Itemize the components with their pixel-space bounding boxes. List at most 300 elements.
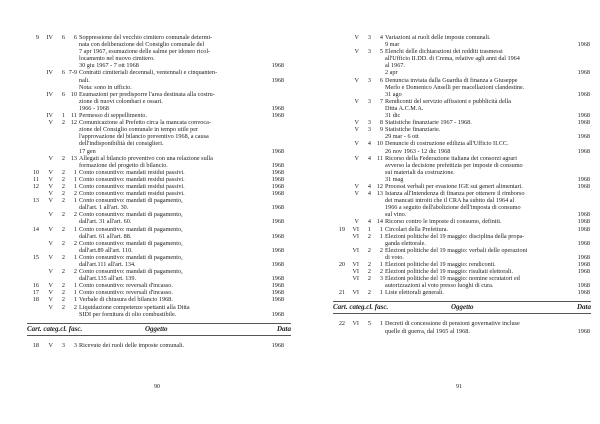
category-code: V (354, 48, 359, 56)
subject-line: 9 mar (385, 41, 400, 49)
subject-line: 31 ago (385, 90, 402, 98)
class-code: 2 (61, 225, 65, 233)
category-code: VI (352, 261, 359, 268)
category-code: V (48, 282, 53, 290)
category-code: V (354, 218, 359, 226)
class-code: 3 (367, 34, 371, 41)
entry-subject (385, 126, 590, 140)
class-code: 2 (61, 282, 65, 290)
file-code: 6 (73, 34, 77, 41)
subject-line: Liste elettorali generali. (385, 289, 444, 297)
subject-line: di voto. (385, 253, 404, 261)
file-code: 2 (73, 268, 77, 276)
column-header-codes: Cart. categ.cl. fasc. (27, 324, 83, 333)
category-code: V (48, 119, 53, 127)
entry-date: 1968 (271, 282, 284, 290)
entry-subject (79, 342, 284, 349)
class-code: 2 (61, 211, 65, 219)
subject-line: Statistiche finanziarie. (385, 126, 441, 134)
subject-line: quelle di guerra, dal 1965 al 1968. (385, 327, 470, 335)
entry-subject (79, 211, 284, 225)
category-code: V (48, 303, 53, 311)
file-code: 2 (73, 303, 77, 311)
file-code: 11 (377, 154, 383, 162)
box-number: 18 (32, 341, 39, 349)
file-code: 10 (70, 90, 77, 98)
inventory-entry (27, 155, 291, 169)
inventory-entry (27, 197, 291, 211)
category-code: V (48, 268, 53, 276)
category-code: V (354, 126, 359, 134)
entry-date: 1968 (271, 204, 284, 212)
subject-line: Variazioni ai ruoli delle imposte comunali. (385, 34, 491, 41)
class-code: 2 (61, 168, 65, 176)
entry-subject (79, 296, 284, 303)
box-number: 9 (35, 34, 39, 41)
class-code: 2 (61, 182, 65, 190)
file-code: 14 (376, 218, 383, 226)
left-entries (27, 34, 291, 318)
subject-line: Denuncie di costruzione edilizia all'Ufficio II.CC. (385, 140, 509, 148)
entry-subject (385, 226, 590, 233)
subject-line: Verbale di chiusura del bilancio 1968. (79, 296, 173, 304)
subject-line: Conto consuntivo: mandati di pagamento, (79, 211, 183, 219)
subject-line: l'approvazione del bilancio preventivo 1968, a causa (79, 133, 209, 141)
entry-subject (79, 155, 284, 169)
subject-line: zione di nuovi colombari e ossari. (79, 97, 163, 105)
subject-line: locamento nel nuovo cimitero. (79, 55, 155, 63)
entry-subject (385, 218, 590, 225)
entry-date: 1968 (271, 232, 284, 240)
entry-subject (79, 176, 284, 183)
file-code: 2 (379, 268, 383, 276)
entry-date: 1968 (577, 112, 590, 120)
box-number: 16 (32, 282, 39, 290)
class-code: 2 (367, 275, 371, 283)
entry-subject (79, 197, 284, 211)
inventory-entry (27, 282, 291, 289)
entry-date: 1968 (577, 253, 590, 261)
entry-date: 1968 (577, 268, 590, 276)
subject-line: Elezioni politiche del 19 maggio: nomine scrutatori ed (385, 275, 520, 283)
inventory-entry (333, 233, 591, 247)
file-code: 5 (379, 48, 383, 56)
category-code: V (354, 119, 359, 127)
category-code: VI (352, 268, 359, 276)
entry-date: 1968 (271, 161, 284, 169)
file-code: 1 (73, 182, 77, 190)
subject-line: 2 apr (385, 69, 398, 77)
entry-date: 1968 (271, 76, 284, 84)
entry-subject (385, 48, 590, 76)
entry-subject (385, 247, 590, 261)
class-code: 2 (61, 303, 65, 311)
subject-line: Ditta A.C.M.A. (385, 104, 424, 112)
entry-date: 1968 (577, 327, 590, 335)
class-code: 2 (61, 119, 65, 127)
subject-line: Conto consuntivo: mandati di pagamento, (79, 239, 183, 247)
subject-line: sui materiali da costruzione. (385, 168, 455, 176)
category-code: V (48, 289, 53, 297)
inventory-entry (27, 289, 291, 296)
entry-subject (79, 91, 284, 112)
subject-line: Elezioni politiche del 19 maggio: disciplina della propa- (385, 232, 525, 240)
entry-subject (385, 140, 590, 154)
subject-line: al 1967. (385, 62, 405, 70)
subject-line: Nota: sono in ufficio. (79, 83, 132, 91)
inventory-entry (333, 98, 591, 119)
subject-line: Conto consuntivo: mandati di pagamento, (79, 253, 183, 261)
category-code: IV (46, 112, 53, 120)
subject-line: Esumazioni per predisporre l'area destinata alla costru- (79, 90, 215, 98)
subject-line: ganda elettorale. (385, 239, 426, 247)
category-code: V (354, 182, 359, 190)
entry-subject (385, 190, 590, 218)
category-code: VI (352, 246, 359, 254)
file-code: 2 (73, 190, 77, 198)
entry-date: 1968 (271, 341, 284, 349)
right-entries (333, 34, 591, 296)
subject-line: Merlo e Domenico Anselli per macellazioni clandestine. (385, 83, 525, 91)
file-code: 1 (73, 225, 77, 233)
entry-date: 1968 (271, 182, 284, 190)
class-code: 2 (367, 261, 371, 268)
entry-date: 1968 (577, 289, 590, 297)
subject-line: dall'art. 61 all'art. 88. (79, 232, 132, 240)
class-code: 6 (61, 69, 65, 77)
column-header-subject: Oggetto (145, 324, 168, 333)
inventory-entry (333, 247, 591, 261)
column-header (333, 301, 591, 314)
file-code: 1 (379, 320, 383, 328)
inventory-entry (27, 304, 291, 318)
inventory-entry (333, 119, 591, 126)
entry-subject (385, 98, 590, 119)
file-code: 2 (73, 211, 77, 219)
entry-subject (79, 112, 284, 119)
file-code: 12 (376, 182, 383, 190)
subject-line: Elezioni politiche del 19 maggio: verbali delle operazioni (385, 246, 528, 254)
inventory-entry (27, 268, 291, 282)
inventory-entry (333, 218, 591, 225)
left-page (27, 34, 291, 349)
box-number: 14 (32, 225, 39, 233)
subject-line: 7 apr 1967, esumazione delle salme per idoneo ricol- (79, 48, 211, 56)
entry-subject (79, 119, 284, 154)
category-code: VI (352, 232, 359, 240)
category-code: V (48, 182, 53, 190)
inventory-entry (333, 140, 591, 154)
entry-date: 1968 (577, 119, 590, 127)
class-code: 3 (367, 126, 371, 134)
file-code: 11 (71, 112, 77, 120)
entry-date: 1968 (271, 246, 284, 254)
entry-subject (79, 240, 284, 254)
entry-subject (79, 268, 284, 282)
entry-subject (385, 183, 590, 190)
entry-date: 1968 (271, 175, 284, 183)
inventory-entry (27, 34, 291, 69)
inventory-entry (27, 176, 291, 183)
class-code: 1 (367, 225, 371, 233)
entry-subject (385, 34, 590, 48)
class-code: 2 (61, 175, 65, 183)
entry-date: 1968 (577, 90, 590, 98)
inventory-entry (27, 190, 291, 197)
category-code: V (48, 154, 53, 162)
subject-line: nata con deliberazione del Consiglio comunale del (79, 41, 205, 49)
file-code: 3 (379, 275, 383, 283)
class-code: 4 (367, 190, 371, 198)
class-code: 4 (367, 154, 371, 162)
file-code: 1 (379, 289, 383, 297)
file-code: 10 (376, 140, 383, 148)
subject-line: Rendiconti del servizio affissioni e pubblicità della (385, 97, 512, 105)
category-code: V (354, 154, 359, 162)
entry-subject (79, 282, 284, 289)
subject-line: Conto consuntivo: reversali d'incasso. (79, 282, 173, 290)
class-code: 2 (61, 239, 65, 247)
entry-subject (385, 119, 590, 126)
subject-line: SIDI per fornitura di olio combustibile. (79, 310, 177, 318)
inventory-entry (27, 183, 291, 190)
entry-date: 1968 (271, 112, 284, 120)
entry-subject (79, 34, 284, 69)
file-code: 1 (73, 253, 77, 261)
inventory-entry (27, 84, 291, 91)
subject-line: Permesso di seppellimento. (79, 112, 147, 120)
inventory-entry (333, 289, 591, 296)
subject-line: 29 mar - 6 ott (385, 133, 419, 141)
file-code: 8 (379, 119, 383, 127)
class-code: 4 (367, 182, 371, 190)
inventory-entry (333, 77, 591, 98)
file-code: 1 (379, 225, 383, 233)
subject-line: 1966 - 1968 (79, 104, 109, 112)
file-code: 12 (70, 119, 77, 127)
entry-date: 1968 (577, 147, 590, 155)
subject-line: 31 mag (385, 175, 404, 183)
box-number: 13 (32, 197, 39, 205)
file-code: 7 (379, 97, 383, 105)
subject-line: 30 giu 1967 - 7 ott 1968 (79, 62, 139, 70)
entry-subject (79, 183, 284, 190)
category-code: V (48, 239, 53, 247)
file-code: 9 (379, 126, 383, 134)
entry-date: 1968 (271, 275, 284, 283)
class-code: 5 (367, 320, 371, 328)
inventory-entry (27, 211, 291, 225)
file-code: 2 (379, 246, 383, 254)
category-code: V (48, 225, 53, 233)
file-code: 1 (379, 261, 383, 268)
subject-line: dall'art.135 all'art. 139. (79, 275, 137, 283)
file-code: 1 (73, 197, 77, 205)
subject-line: nali. (79, 76, 90, 84)
category-code: IV (46, 90, 53, 98)
subject-line: autorizzazioni al voto presso luoghi di cura. (385, 282, 494, 290)
inventory-entry (333, 320, 591, 334)
subject-line: Conto consuntivo: mandati residui passivi. (79, 182, 185, 190)
entry-date: 1968 (271, 104, 284, 112)
box-number: 20 (338, 261, 345, 268)
file-code: 2 (73, 239, 77, 247)
inventory-entry (27, 226, 291, 240)
category-code: V (354, 140, 359, 148)
subject-line: avverso la decisione prefettizia per imposte di consumo (385, 161, 523, 169)
subject-line: Allegati al bilancio preventivo con una relazione sulla (79, 154, 213, 162)
entry-date: 1968 (271, 62, 284, 70)
class-code: 2 (61, 154, 65, 162)
file-code: 1 (73, 289, 77, 297)
subject-line: sul vino. (385, 211, 407, 219)
inventory-entry (333, 190, 591, 218)
category-code: VI (352, 289, 359, 297)
entry-date: 1968 (577, 261, 590, 268)
category-code: V (48, 253, 53, 261)
entry-subject (79, 289, 284, 296)
file-code: 7-9 (68, 69, 77, 77)
subject-line: dall'art.89 all'art. 110. (79, 246, 133, 254)
entry-date: 1968 (577, 282, 590, 290)
subject-line: Soppressione del vecchio cimitero comunale determi- (79, 34, 213, 41)
class-code: 2 (61, 296, 65, 304)
category-code: V (48, 175, 53, 183)
left-page-number: 90 (154, 384, 160, 390)
subject-line: Circolari della Prefettura. (385, 225, 449, 233)
file-code: 13 (376, 190, 383, 198)
entry-subject (79, 226, 284, 240)
entry-date: 1968 (271, 190, 284, 198)
entry-subject (385, 155, 590, 183)
inventory-entry (333, 183, 591, 190)
subject-line: dei mancati introiti che il CRA ha subito dal 1964 al (385, 197, 515, 205)
subject-line: Conto consuntivo: reversali d'incasso. (79, 289, 173, 297)
subject-line: Conto consuntivo: mandati di pagamento, (79, 268, 183, 276)
entry-subject (79, 84, 284, 91)
subject-line: 1966 a seguito dell'abolizione dell'imposta di consumo (385, 204, 521, 212)
file-code: 3 (73, 341, 77, 349)
subject-line: Elezioni politiche del 19 maggio: rendiconti. (385, 261, 496, 268)
inventory-entry (333, 275, 591, 289)
class-code: 2 (61, 253, 65, 261)
entry-date: 1968 (271, 310, 284, 318)
entry-subject (79, 190, 284, 197)
class-code: 2 (61, 289, 65, 297)
category-code: VI (352, 225, 359, 233)
file-code: 4 (379, 34, 383, 41)
column-header-date: Data (577, 303, 591, 312)
box-number: 10 (32, 168, 39, 176)
entry-subject (385, 275, 590, 289)
subject-line: Liquidazione competenze spettanti alla Ditta (79, 303, 190, 311)
entry-date: 1968 (577, 239, 590, 247)
entry-date: 1968 (577, 69, 590, 77)
column-header (27, 323, 291, 336)
entry-date: 1968 (271, 296, 284, 304)
entry-subject (385, 268, 590, 275)
inventory-entry (333, 126, 591, 140)
column-header-subject: Oggetto (451, 303, 474, 312)
entry-date: 1968 (271, 218, 284, 226)
entry-date: 1968 (271, 147, 284, 155)
category-code: V (354, 76, 359, 84)
inventory-entry (27, 69, 291, 83)
box-number: 15 (32, 253, 39, 261)
box-number: 17 (32, 289, 39, 297)
class-code: 2 (61, 197, 65, 205)
entry-date: 1968 (577, 133, 590, 141)
right-page (333, 34, 591, 335)
category-code: IV (46, 69, 53, 77)
box-number: 19 (338, 225, 345, 233)
column-header-date: Data (277, 324, 291, 333)
subject-line: Statistiche finanziarie 1967 - 1968. (385, 119, 472, 127)
entry-date: 1968 (271, 289, 284, 297)
inventory-entry (27, 119, 291, 154)
entry-subject (385, 77, 590, 98)
subject-line: Conto consuntivo: mandati di pagamento, (79, 225, 183, 233)
entry-subject (385, 233, 590, 247)
entry-date: 1968 (577, 182, 590, 190)
subject-line: dall'art. 31 all'art. 60. (79, 218, 132, 226)
inventory-entry (27, 240, 291, 254)
category-code: V (48, 190, 53, 198)
box-number: 21 (338, 289, 345, 297)
subject-line: all'Ufficio II.DD. di Crema, relative agli anni dal 1964 (385, 55, 520, 63)
entry-subject (385, 261, 590, 268)
file-code: 6 (379, 76, 383, 84)
entry-subject (79, 304, 284, 318)
category-code: V (48, 197, 53, 205)
inventory-entry (27, 169, 291, 176)
inventory-entry (333, 48, 591, 76)
subject-line: Ricorso della Federazione italiana dei consorzi agrari (385, 154, 517, 162)
box-number: 11 (33, 175, 39, 183)
subject-line: 17 gen (79, 147, 96, 155)
class-code: 1 (61, 112, 65, 120)
category-code: V (354, 97, 359, 105)
class-code: 3 (367, 97, 371, 105)
subject-line: Elenchi delle dichiarazioni dei redditi trasmessi (385, 48, 503, 56)
subject-line: Conto consuntivo: mandati residui passivi. (79, 190, 185, 198)
subject-line: dall'art.111 all'art. 134. (79, 261, 136, 268)
box-number: 22 (338, 320, 345, 328)
subject-line: formazione del progetto di bilancio. (79, 161, 168, 169)
right-page-number: 91 (456, 384, 462, 390)
entry-date: 1968 (577, 218, 590, 226)
box-number: 12 (32, 182, 39, 190)
entry-date: 1968 (271, 261, 284, 268)
inventory-entry (333, 261, 591, 268)
class-code: 2 (367, 268, 371, 276)
entry-date: 1968 (271, 168, 284, 176)
inventory-entry (27, 254, 291, 268)
subject-line: Conto consuntivo: mandati di pagamento, (79, 197, 183, 205)
category-code: V (48, 168, 53, 176)
subject-line: zione del Consiglio comunale in tempo utile per (79, 126, 199, 134)
category-code: IV (46, 34, 53, 41)
category-code: VI (352, 320, 359, 328)
entry-date: 1968 (577, 211, 590, 219)
file-code: 1 (73, 282, 77, 290)
entry-subject (79, 69, 284, 83)
file-code: 1 (73, 296, 77, 304)
entry-subject (385, 320, 590, 334)
inventory-entry (27, 342, 291, 349)
subject-line: 26 nov 1963 - 12 dic 1968 (385, 147, 451, 155)
category-code: V (48, 341, 53, 349)
